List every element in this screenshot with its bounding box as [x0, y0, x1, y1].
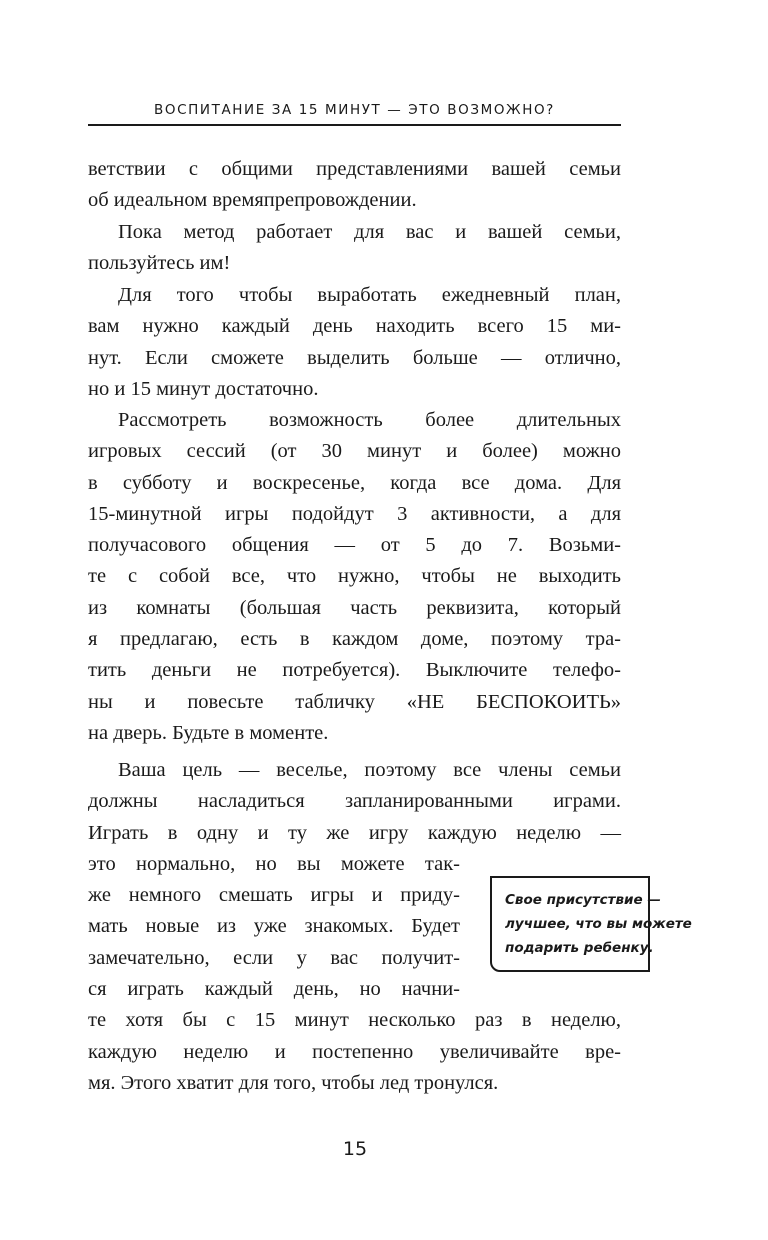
text-line: каждую неделю и постепенно увеличивайте вре- — [88, 1040, 621, 1063]
header-rule — [88, 124, 621, 126]
pull-quote-line: лучшее, что вы можете — [505, 916, 692, 932]
paragraph-3 — [88, 280, 621, 405]
text-line: мать новые из уже знакомых. Будет — [88, 915, 460, 938]
text-line: ветствии с общими представлениями вашей семьи — [88, 158, 621, 180]
text-line: нут. Если сможете выделить больше — отлично, — [88, 346, 621, 369]
text-line: это нормально, но вы можете так- — [88, 852, 460, 875]
text-line: Пока метод работает для вас и вашей семьи, — [118, 221, 621, 243]
text-line: пользуйтесь им! — [88, 252, 231, 275]
text-line: мя. Этого хватит для того, чтобы лед тронулся. — [88, 1071, 499, 1094]
text-line: но и 15 минут достаточно. — [88, 377, 319, 400]
text-line: вам нужно каждый день находить всего 15 ми- — [88, 315, 621, 338]
text-line: Играть в одну и ту же игру каждую неделю — — [88, 821, 621, 844]
text-line: 15-минутной игры подойдут 3 активности, а для — [88, 502, 621, 525]
paragraph-2 — [88, 217, 621, 280]
text-line: те с собой все, что нужно, чтобы не выходить — [88, 565, 621, 588]
text-line: в субботу и воскресенье, когда все дома. Для — [88, 471, 621, 494]
text-line: Для того чтобы выработать ежедневный план, — [118, 284, 621, 306]
running-head: ВОСПИТАНИЕ ЗА 15 МИНУТ — ЭТО ВОЗМОЖНО? — [154, 102, 555, 118]
text-line: Ваша цель — веселье, поэтому все члены семьи — [118, 759, 621, 781]
text-line: из комнаты (большая часть реквизита, который — [88, 596, 621, 619]
text-line: получасового общения — от 5 до 7. Возьми- — [88, 534, 621, 557]
text-line: игровых сессий (от 30 минут и более) можно — [88, 440, 621, 463]
pull-quote-box — [490, 876, 692, 972]
text-line: я предлагаю, есть в каждом доме, поэтому тра- — [88, 628, 621, 651]
paragraph-4 — [88, 405, 621, 749]
paragraph-1 — [88, 154, 621, 217]
page-number: 15 — [342, 1138, 368, 1160]
text-line: замечательно, если у вас получит- — [88, 946, 460, 969]
text-line: ны и повесьте табличку «НЕ БЕСПОКОИТЬ» — [88, 690, 621, 713]
text-line: те хотя бы с 15 минут несколько раз в неделю, — [88, 1009, 621, 1032]
text-line: же немного смешать игры и приду- — [88, 884, 460, 907]
text-line: об идеальном времяпрепровождении. — [88, 189, 417, 212]
text-line: тить деньги не потребуется). Выключите телефо- — [88, 659, 621, 682]
text-line: ся играть каждый день, но начни- — [88, 978, 460, 1001]
pull-quote-line: подарить ребенку. — [505, 940, 654, 956]
text-line: должны насладиться запланированными играми. — [88, 790, 621, 813]
text-line: Рассмотреть возможность более длительных — [118, 409, 621, 431]
pull-quote-line: Свое присутствие — — [505, 892, 661, 908]
text-line: на дверь. Будьте в моменте. — [88, 721, 329, 744]
